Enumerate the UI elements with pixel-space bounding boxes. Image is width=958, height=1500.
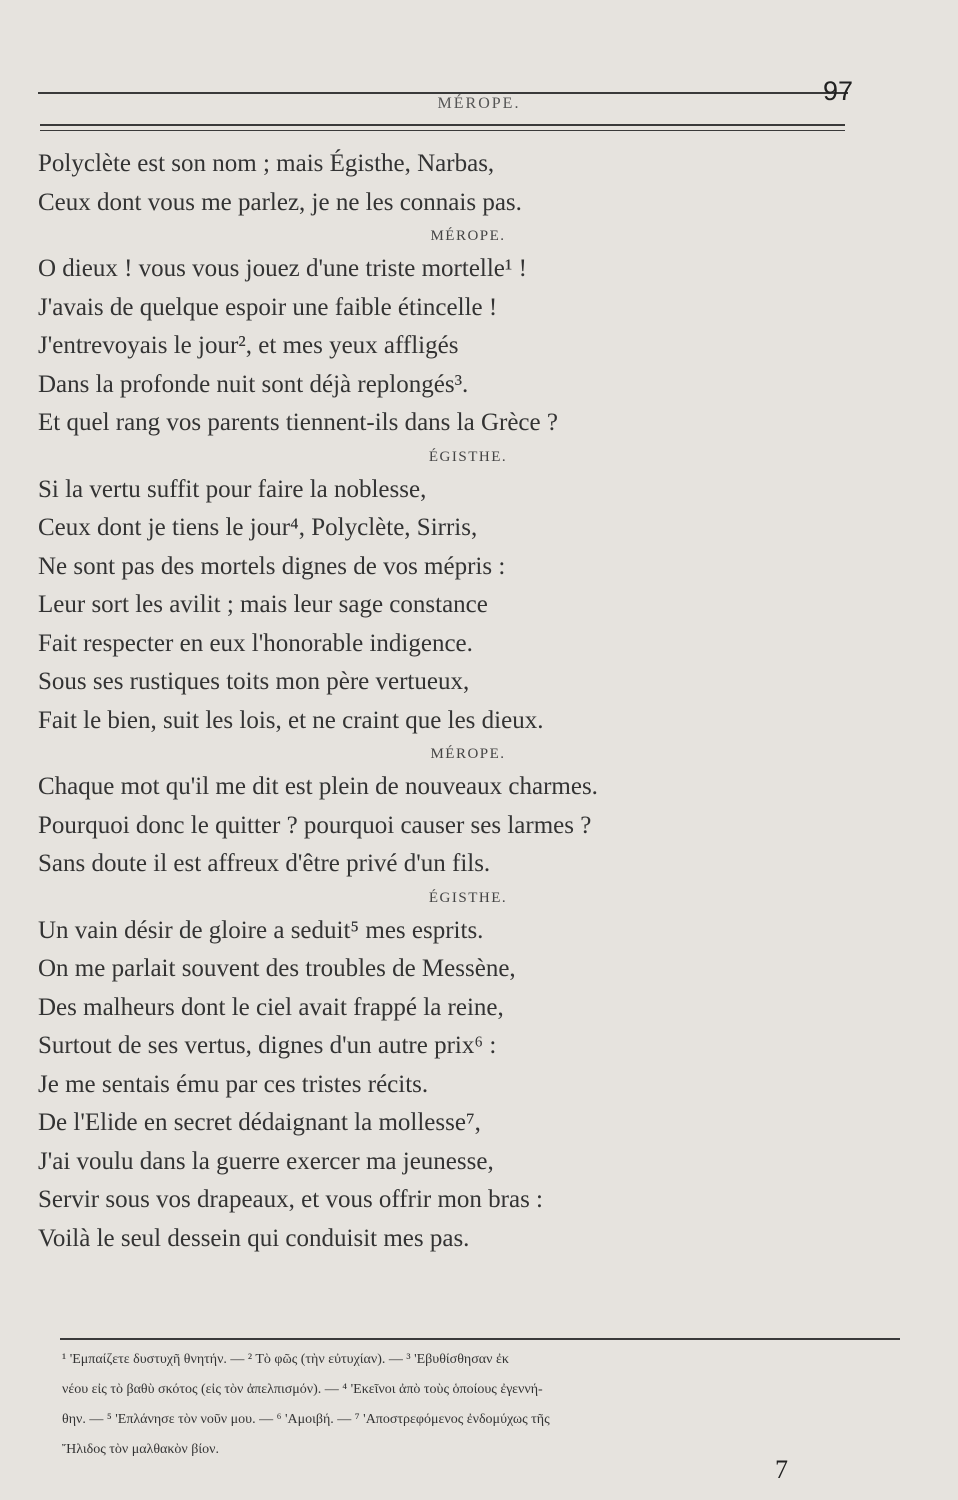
speaker-name: ÉGISTHE. [428,889,508,906]
verse-line: J'avais de quelque espoir une faible étincelle ! [38,293,498,321]
verse-line: Si la vertu suffit pour faire la noblesse, [38,475,427,503]
verse-line: Et quel rang vos parents tiennent-ils dans la Grèce ? [38,409,558,436]
verse-line: Pourquoi donc le quitter ? pourquoi causer ses larmes ? [38,811,592,839]
header-rule-bottom-thin [40,130,845,131]
speaker-name: MÉROPE. [430,228,506,244]
signature-mark: 7 [775,1455,788,1484]
verse-line: Ne sont pas des mortels dignes de vos mépris : [38,552,506,580]
verse-line: Sous ses rustiques toits mon père vertueux, [38,668,470,695]
verse-line: O dieux ! vous vous jouez d'une triste mortelle¹ ! [38,255,527,282]
verse-line: J'entrevoyais le jour², et mes yeux affligés [38,332,459,359]
verse-line: Polyclète est son nom ; mais Égisthe, Narbas, [38,150,495,177]
verse-line: Fait respecter en eux l'honorable indigence. [38,629,473,657]
verse-line: Servir sous vos drapeaux, et vous offrir mon bras : [38,1186,544,1213]
footnote-rule [60,1338,900,1340]
speaker-name: MÉROPE. [430,746,506,762]
verse-text [38,145,898,1258]
speaker-name: ÉGISTHE. [428,448,508,465]
verse-line: Un vain désir de gloire a seduit⁵ mes esprits. [38,916,484,944]
verse-line: Ceux dont je tiens le jour⁴, Polyclète, Sirris, [38,514,478,541]
verse-line: Sans doute il est affreux d'être privé d'un fils. [38,850,491,877]
footnote-line: θην. — ⁵ 'Επλάνησε τὸν νοῦν μου. — ⁶ 'Αμοιβή. — ⁷ 'Αποστρεφόμενος ἐνδομύχως τῆς [62,1412,550,1427]
verse-line: Je me sentais ému par ces tristes récits. [38,1070,429,1098]
header-rule-top [38,92,848,94]
verse-line: Leur sort les avilit ; mais leur sage constance [38,591,488,618]
footnote-line: Ἤλιδος τὸν μαλθακὸν βίον. [62,1442,219,1457]
running-head: MÉROPE. [437,95,521,112]
verse-line: Chaque mot qu'il me dit est plein de nouveaux charmes. [38,773,598,800]
footnote-line: ¹ 'Εμπαίζετε δυστυχῆ θνητήν. — ² Τὸ φῶς (τὴν εὐτυχίαν). — ³ 'Εβυθίσθησαν ἐκ [62,1352,509,1367]
verse-line: Dans la profonde nuit sont déjà replongés³. [38,370,469,398]
verse-line: On me parlait souvent des troubles de Messène, [38,955,516,982]
verse-line: Surtout de ses vertus, dignes d'un autre prix⁶ : [38,1032,497,1059]
footnote-line: νέου εἰς τὸ βαθὺ σκότος (εἰς τὸν ἀπελπισμόν). — ⁴ 'Εκεῖνοι ἀπὸ τοὺς ὁποίους ἐγεννή- [62,1382,543,1397]
footnotes [62,1345,902,1465]
verse-line: Ceux dont vous me parlez, je ne les connais pas. [38,188,522,216]
header-rule-bottom [40,124,845,126]
verse-line: Des malheurs dont le ciel avait frappé la reine, [38,993,504,1021]
verse-line: Fait le bien, suit les lois, et ne craint que les dieux. [38,706,544,734]
verse-line: J'ai voulu dans la guerre exercer ma jeunesse, [38,1147,494,1175]
verse-line: Voilà le seul dessein qui conduisit mes pas. [38,1224,470,1252]
page-number: 97 [822,76,853,106]
verse-line: De l'Elide en secret dédaignant la mollesse⁷, [38,1109,481,1136]
